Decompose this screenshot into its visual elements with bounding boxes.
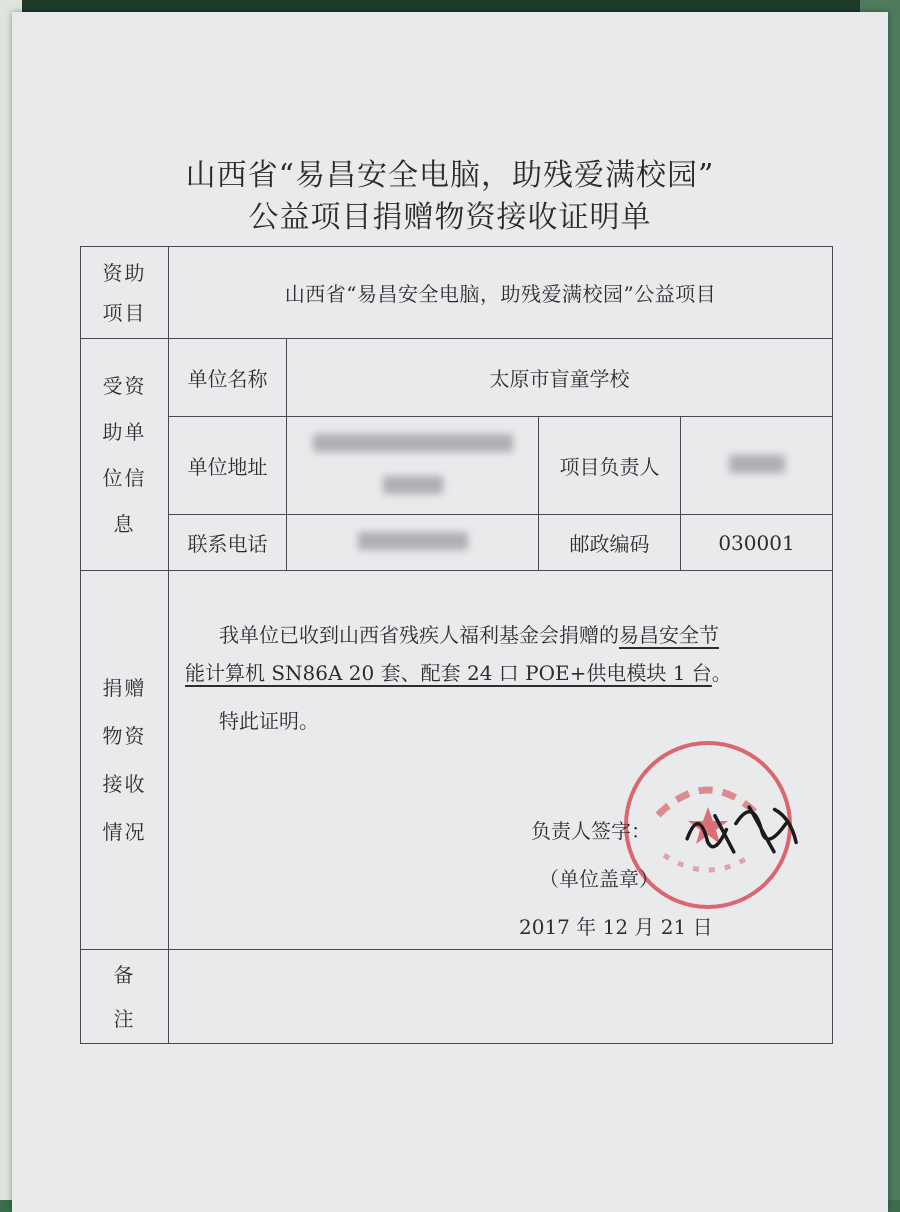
phone-row bbox=[81, 515, 833, 571]
leader-value-redacted bbox=[681, 417, 833, 515]
postal-value: 030001 bbox=[681, 515, 833, 571]
unit-name-label: 单位名称 bbox=[169, 339, 287, 417]
receipt-row bbox=[81, 571, 833, 950]
receipt-text-end: 。 bbox=[711, 661, 732, 685]
handwritten-signature bbox=[673, 786, 811, 882]
address-row bbox=[81, 417, 833, 515]
postal-label: 邮政编码 bbox=[539, 515, 681, 571]
remarks-label-cell bbox=[81, 950, 169, 1044]
unit-name-value: 太原市盲童学校 bbox=[287, 339, 833, 417]
project-label-cell bbox=[81, 247, 169, 339]
recipient-label-cell bbox=[81, 339, 169, 571]
project-row bbox=[81, 247, 833, 339]
redaction-blur bbox=[287, 475, 538, 499]
certify-text: 特此证明。 bbox=[219, 709, 319, 733]
receipt-text-line2 bbox=[185, 657, 732, 686]
remarks-label: 备注 bbox=[113, 962, 136, 1031]
receipt-form-table bbox=[80, 246, 833, 1044]
phone-value-redacted bbox=[287, 515, 539, 571]
receipt-items-part2: 能计算机 SN86A 20 套、配套 24 口 POE+供电模块 1 台 bbox=[185, 661, 712, 685]
recipient-label: 受资助单位信息 bbox=[102, 373, 147, 536]
signature-label: 负责人签字： bbox=[531, 819, 651, 843]
remarks-row bbox=[81, 950, 833, 1044]
receipt-items-part1: 易昌安全节 bbox=[619, 623, 719, 647]
receipt-date: 2017 年 12 月 21 日 bbox=[519, 915, 713, 939]
seal-label: （单位盖章） bbox=[539, 867, 659, 891]
redaction-blur bbox=[287, 433, 538, 457]
receipt-label: 捐赠物资接收情况 bbox=[102, 676, 147, 844]
project-value: 山西省“易昌安全电脑，助残爱满校园”公益项目 bbox=[169, 247, 833, 339]
receipt-text-line1 bbox=[219, 615, 819, 655]
receipt-content bbox=[169, 571, 833, 950]
document-title-line2: 公益项目捐赠物资接收证明单 bbox=[248, 200, 652, 235]
address-label: 单位地址 bbox=[169, 417, 287, 515]
phone-label: 联系电话 bbox=[169, 515, 287, 571]
document-title-line1: 山西省“易昌安全电脑，助残爱满校园” bbox=[185, 158, 715, 193]
remarks-value bbox=[169, 950, 833, 1044]
project-label: 资助项目 bbox=[102, 260, 147, 325]
leader-label: 项目负责人 bbox=[539, 417, 681, 515]
unit-name-row bbox=[81, 339, 833, 417]
receipt-label-cell bbox=[81, 571, 169, 950]
address-value-redacted bbox=[287, 417, 539, 515]
receipt-text-prefix: 我单位已收到山西省残疾人福利基金会捐赠的 bbox=[219, 623, 619, 647]
